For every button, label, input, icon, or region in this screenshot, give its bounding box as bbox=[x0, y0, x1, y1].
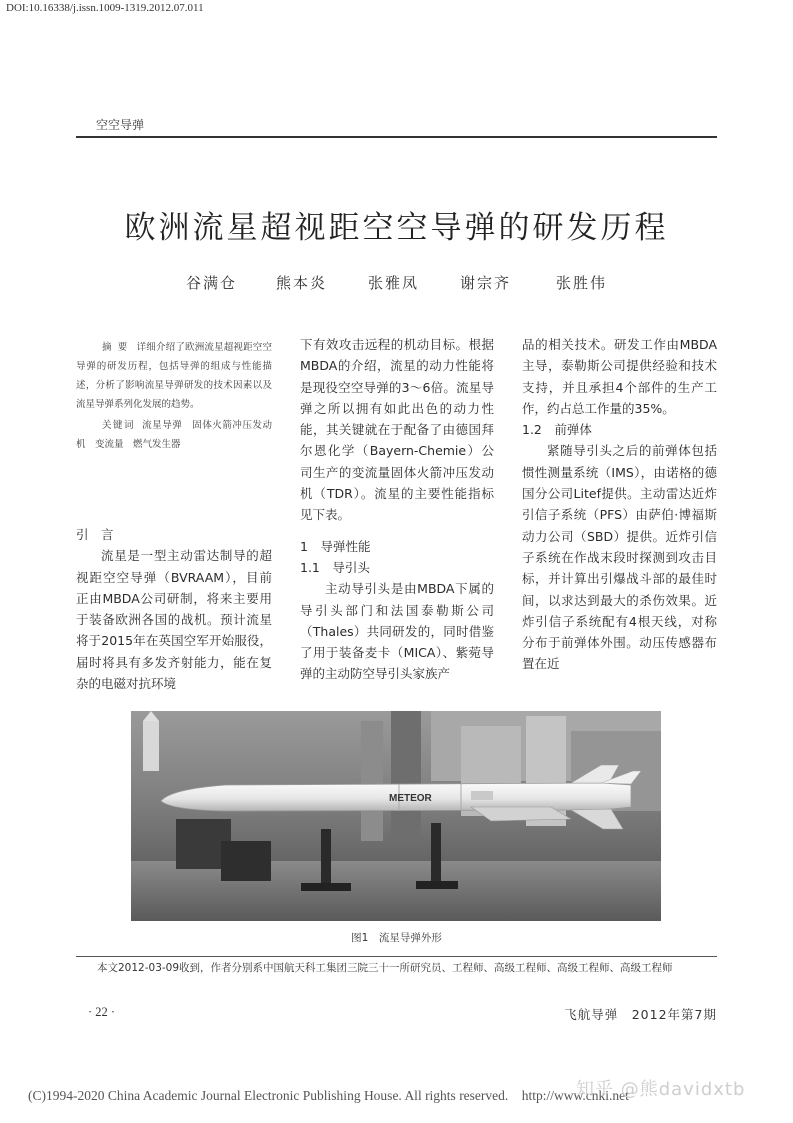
doi: DOI:10.16338/j.issn.1009-1319.2012.07.011 bbox=[6, 2, 204, 14]
header-rule bbox=[76, 136, 717, 138]
column-2 bbox=[300, 334, 494, 685]
watermark: 知乎 @熊davidxtb bbox=[576, 1079, 746, 1100]
journal-info: 飞航导弹 2012年第7期 bbox=[564, 1007, 717, 1022]
footnote: 本文2012-03-09收到，作者分别系中国航天科工集团三院三十一所研究员、工程师、高级工程师、高级工程师、高级工程师 bbox=[97, 962, 673, 974]
author-list bbox=[0, 272, 793, 292]
author: 张胜伟 bbox=[556, 274, 608, 292]
missile-photo bbox=[131, 711, 661, 921]
abstract-text: 详细介绍了欧洲流星超视距空空导弹的研发历程，包括导弹的组成与性能描述，分析了影响流星导弹研发的技术因素以及流星导弹系列化发展的趋势。 bbox=[76, 342, 272, 410]
missile-label: METEOR bbox=[389, 793, 432, 804]
author: 谷满仓 bbox=[186, 274, 238, 292]
author: 谢宗齐 bbox=[460, 274, 512, 292]
col3-continued-text: 品的相关技术。研发工作由MBDA主导，泰勒斯公司提供经验和技术支持，并且承担4个部件的生产工作，约占总工作量的35%。 bbox=[522, 337, 717, 416]
keywords-label: 关键词 bbox=[102, 420, 136, 431]
column-3 bbox=[522, 334, 717, 675]
author: 熊本炎 bbox=[276, 274, 328, 292]
section-heading-1-1: 1.1 导引头 bbox=[300, 559, 370, 575]
front-body-text: 紧随导引头之后的前弹体包括惯性测量系统（IMS），由诺格的德国分公司Litef提供。主动雷达近炸引信子系统（PFS）由萨伯·博福斯动力公司（SBD）提供。近炸引信子系统在作战末段时探测到攻击目标，并计算出引爆战斗部的最佳时间，以求达到最大的杀伤效果。近炸引信子系统配有4根天线，对称分布于前弹体外围。动压传感器布置在近 bbox=[522, 443, 717, 672]
footnote-rule bbox=[76, 956, 717, 957]
abstract bbox=[76, 338, 272, 454]
paper-title: 欧洲流星超视距空空导弹的研发历程 bbox=[124, 210, 669, 246]
page-number: · 22 · bbox=[88, 1005, 116, 1019]
figure-caption: 图1 流星导弹外形 bbox=[351, 932, 442, 944]
intro-heading: 引 言 bbox=[76, 527, 114, 542]
copyright-line: (C)1994-2020 China Academic Journal Electronic Publishing House. All rights reserved. http://www.cnki.net bbox=[28, 1088, 629, 1103]
author: 张雅凤 bbox=[368, 274, 420, 292]
section-label: 空空导弹 bbox=[96, 118, 145, 132]
intro-column bbox=[76, 524, 272, 694]
intro-text: 流星是一型主动雷达制导的超视距空空导弹（BVRAAM），目前正由MBDA公司研制，将来主要用于装备欧洲各国的战机。预计流星将于2015年在英国空军开始服役，届时将具有多发齐射能力，能在复杂的电磁对抗环境 bbox=[76, 548, 272, 692]
col2-continued-text: 下有效攻击远程的机动目标。根据MBDA的介绍，流星的动力性能将是现役空空导弹的3～6倍。流星导弹之所以拥有如此出色的动力性能，其关键就在于配备了由德国拜尔恩化学（Bayern-Chemie）公司生产的变流量固体火箭冲压发动机（TDR）。流星的主要性能指标见下表。 bbox=[300, 337, 494, 523]
keywords: 流星导弹 固体火箭冲压发动机 变流量 燃气发生器 bbox=[76, 420, 272, 450]
section-heading-1: 1 导弹性能 bbox=[300, 538, 371, 554]
abstract-label: 摘要 bbox=[102, 342, 134, 353]
seeker-text: 主动导引头是由MBDA下属的导引头部门和法国泰勒斯公司（Thales）共同研发的，同时借鉴了用于装备麦卡（MICA）、紫菀导弹的主动防空导引头家族产 bbox=[300, 581, 494, 682]
section-heading-1-2: 1.2 前弹体 bbox=[522, 422, 592, 438]
